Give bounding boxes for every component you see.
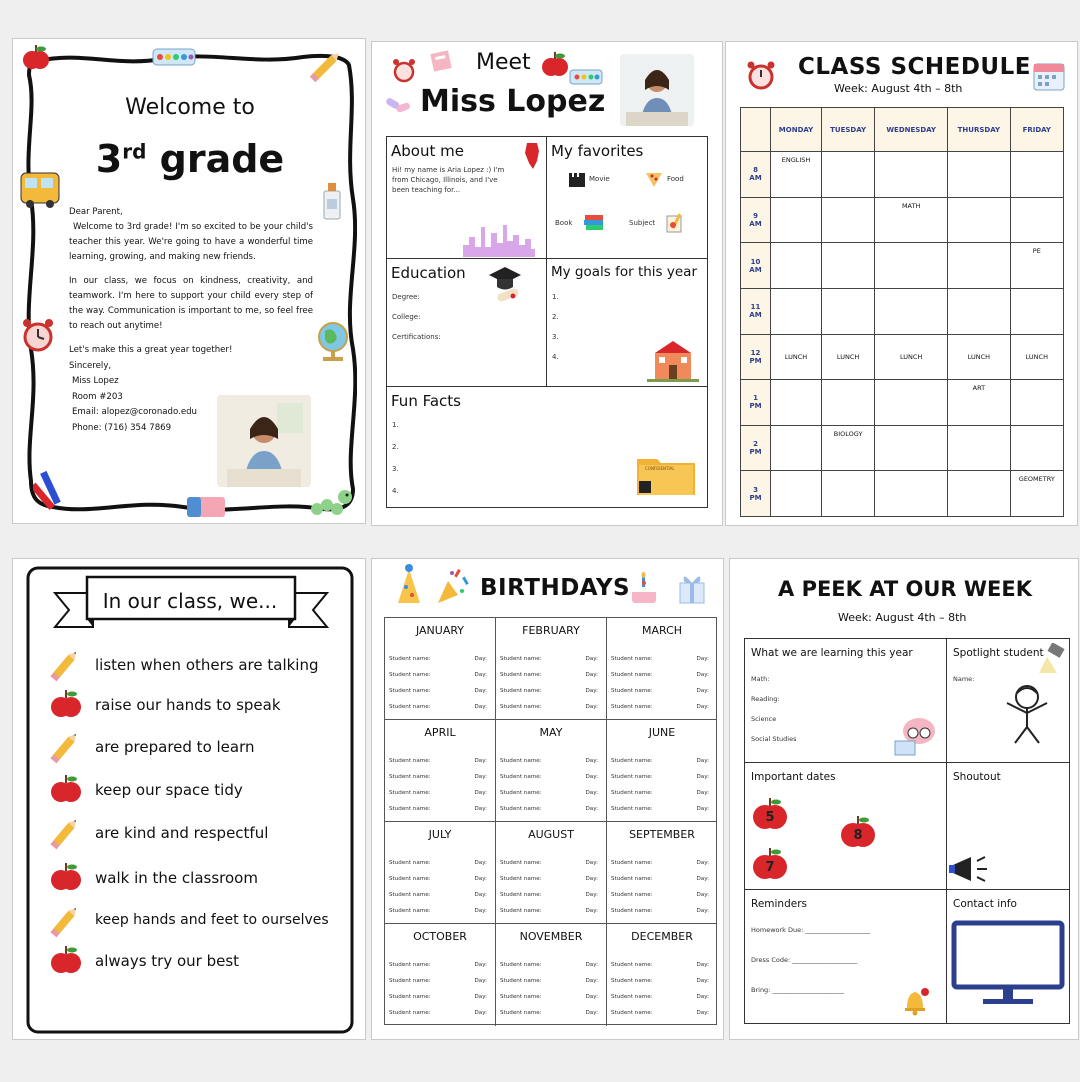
schedule-cell: ART: [948, 380, 1011, 426]
degree-label: Degree:: [392, 293, 420, 301]
rule-item: [43, 691, 353, 721]
date-number: 8: [853, 828, 863, 843]
day-header: THURSDAY: [948, 108, 1011, 152]
spotlight-title: Spotlight student: [953, 647, 1044, 659]
schedule-row: [741, 197, 1064, 243]
student-row: Student name: Day:: [500, 876, 598, 882]
student-row: Student name: Day:: [389, 790, 487, 796]
student-row: Student name: Day:: [389, 962, 487, 968]
pencil-icon: [47, 903, 83, 943]
student-row: Student name: Day:: [389, 656, 487, 662]
schedule-cell: [822, 197, 875, 243]
schedule-cell: [1010, 288, 1063, 334]
rule-item: [43, 907, 353, 937]
favorites-section: [547, 137, 708, 259]
student-row: Student name: Day:: [611, 1010, 709, 1016]
schedule-cell: [771, 471, 822, 517]
schedule-cell: [948, 425, 1011, 471]
student-row: Student name: Day:: [389, 908, 487, 914]
birthdays-page: [371, 558, 724, 1040]
calendar-icon: [1032, 60, 1066, 92]
subject-label: Social Studies: [751, 735, 797, 743]
computer-monitor-icon: [951, 920, 1065, 1010]
shoutout-section: [947, 763, 1070, 890]
student-row: Student name: Day:: [611, 978, 709, 984]
crayons-icon: [33, 467, 73, 511]
student-row: Student name: Day:: [500, 790, 598, 796]
learning-title: What we are learning this year: [751, 647, 913, 659]
meet-teacher-page: [371, 41, 723, 526]
confetti-popper-icon: [434, 565, 474, 607]
schedule-cell: [875, 243, 948, 289]
student-row: Student name: Day:: [500, 1010, 598, 1016]
day-header: WEDNESDAY: [875, 108, 948, 152]
letter-greeting: Dear Parent,: [69, 207, 123, 217]
schedule-cell: [948, 471, 1011, 517]
student-row: Student name: Day:: [389, 806, 487, 812]
student-row: Student name: Day:: [389, 994, 487, 1000]
fun-facts-section: [387, 387, 708, 508]
schedule-cell: [875, 152, 948, 198]
student-row: Student name: Day:: [389, 860, 487, 866]
rules-title: In our class, we...: [102, 589, 278, 613]
illinois-map-icon: [523, 141, 541, 171]
schedule-cell: [1010, 152, 1063, 198]
kid-drawing-icon: [999, 681, 1055, 747]
folder-label: CONFIDENTIAL: [645, 466, 675, 471]
learning-section: [745, 639, 947, 763]
rule-text: are kind and respectful: [95, 824, 269, 842]
month-box: [607, 924, 717, 1026]
fav-book-label: Book: [555, 219, 573, 227]
rule-text: always try our best: [95, 952, 240, 970]
student-row: Student name: Day:: [611, 806, 709, 812]
month-name: MAY: [539, 726, 563, 739]
teacher-name-heading: Miss Lopez: [420, 84, 606, 119]
schedule-cell: LUNCH: [948, 334, 1011, 380]
bell-icon: [899, 986, 931, 1016]
teacher-info-grid: [386, 136, 708, 508]
graduation-cap-icon: [485, 265, 525, 303]
welcome-heading: Welcome to: [125, 95, 255, 120]
schedule-cell: [771, 288, 822, 334]
month-box: [385, 720, 496, 822]
student-row: Student name: Day:: [389, 892, 487, 898]
student-row: Student name: Day:: [500, 994, 598, 1000]
month-box: [385, 822, 496, 924]
peek-title: A PEEK AT OUR WEEK: [778, 577, 1032, 601]
meet-heading: Meet: [476, 50, 531, 75]
rule-text: keep hands and feet to ourselves: [95, 912, 329, 928]
gift-box-icon: [676, 569, 708, 605]
schedule-cell: GEOMETRY: [1010, 471, 1063, 517]
schedule-cell: LUNCH: [1010, 334, 1063, 380]
schedule-cell: [771, 197, 822, 243]
time-cell: 10 AM: [741, 243, 771, 289]
teacher-photo: [620, 54, 694, 126]
schedule-cell: [948, 197, 1011, 243]
schedule-cell: [948, 243, 1011, 289]
schedule-row: [741, 334, 1064, 380]
schedule-cell: [771, 243, 822, 289]
student-row: Student name: Day:: [611, 656, 709, 662]
school-building-icon: [647, 337, 699, 383]
spotlight-name-label: Name:: [953, 675, 975, 683]
month-box: [607, 822, 717, 924]
fav-subject-label: Subject: [629, 219, 656, 227]
teacher-photo: [217, 395, 311, 487]
fav-food-label: Food: [667, 175, 684, 183]
month-box: [496, 618, 607, 720]
school-supplies-icon: [665, 213, 687, 233]
reminder-label: Homework Due: ____________________: [751, 926, 871, 934]
reminder-label: Bring: ______________________: [751, 986, 844, 994]
grade-heading: 3rd grade: [95, 137, 285, 181]
day-header: MONDAY: [771, 108, 822, 152]
college-label: College:: [392, 313, 421, 321]
peek-week: Week: August 4th – 8th: [838, 611, 967, 624]
student-row: Student name: Day:: [611, 790, 709, 796]
day-header: TUESDAY: [822, 108, 875, 152]
fun-fact-item: 1.: [392, 421, 399, 429]
apple-icon: [51, 772, 81, 808]
student-row: Student name: Day:: [611, 774, 709, 780]
month-name: FEBRUARY: [522, 624, 580, 637]
alarm-clock-icon: [21, 317, 55, 355]
about-me-text: Hi! my name is Aria Lopez :) I'm from Chicago, Illinois, and I've been teaching for...: [392, 166, 505, 194]
time-cell: 1 PM: [741, 380, 771, 426]
party-hat-icon: [394, 563, 424, 607]
spotlight-icon: [1039, 643, 1067, 673]
student-row: Student name: Day:: [611, 704, 709, 710]
month-box: [496, 924, 607, 1026]
schedule-cell: [822, 380, 875, 426]
time-cell: 9 AM: [741, 197, 771, 243]
pizza-icon: [645, 171, 663, 187]
schedule-cell: [1010, 197, 1063, 243]
month-name: SEPTEMBER: [629, 828, 695, 841]
fav-movie-label: Movie: [589, 175, 610, 183]
rule-item: [43, 947, 353, 977]
letter-sincerely: Sincerely,: [69, 360, 112, 371]
month-name: APRIL: [424, 726, 456, 739]
student-row: Student name: Day:: [389, 1010, 487, 1016]
student-row: Student name: Day:: [500, 704, 598, 710]
schedule-week: Week: August 4th – 8th: [834, 82, 963, 95]
corner-cell: [741, 108, 771, 152]
date-number: 7: [765, 860, 775, 875]
goal-item: 2.: [552, 313, 559, 321]
goal-item: 3.: [552, 333, 559, 341]
schedule-cell: MATH: [875, 197, 948, 243]
goal-item: 1.: [552, 293, 559, 301]
about-me-title: About me: [391, 142, 464, 160]
schedule-cell: [875, 380, 948, 426]
schedule-header-row: [741, 108, 1064, 152]
student-row: Student name: Day:: [500, 892, 598, 898]
schedule-cell: ENGLISH: [771, 152, 822, 198]
megaphone-icon: [949, 853, 989, 885]
schedule-cell: [822, 471, 875, 517]
student-row: Student name: Day:: [500, 656, 598, 662]
time-cell: 2 PM: [741, 425, 771, 471]
about-me-section: [387, 137, 547, 259]
month-name: JANUARY: [415, 624, 465, 637]
pencil-icon: [307, 47, 345, 85]
student-row: Student name: Day:: [500, 688, 598, 694]
schedule-cell: [875, 288, 948, 334]
rule-item: [43, 864, 353, 894]
schedule-cell: [875, 471, 948, 517]
student-row: Student name: Day:: [389, 758, 487, 764]
student-row: Student name: Day:: [611, 860, 709, 866]
student-row: Student name: Day:: [611, 908, 709, 914]
teacher-email: Email: alopez@coronado.edu: [72, 407, 198, 417]
student-row: Student name: Day:: [500, 758, 598, 764]
student-row: Student name: Day:: [611, 892, 709, 898]
apple-icon: [542, 50, 568, 78]
student-row: Student name: Day:: [611, 876, 709, 882]
clapperboard-icon: [569, 173, 585, 187]
student-row: Student name: Day:: [389, 688, 487, 694]
schedule-cell: BIOLOGY: [822, 425, 875, 471]
education-title: Education: [391, 264, 466, 282]
important-dates-section: [745, 763, 947, 890]
schedule-cell: [822, 288, 875, 334]
schedule-row: [741, 471, 1064, 517]
month-name: NOVEMBER: [519, 930, 583, 943]
month-box: [496, 720, 607, 822]
time-cell: 3 PM: [741, 471, 771, 517]
day-header: FRIDAY: [1010, 108, 1063, 152]
pencil-icon: [47, 729, 83, 769]
rule-text: keep our space tidy: [95, 781, 243, 799]
month-box: [385, 618, 496, 720]
folder-icon: [635, 451, 697, 497]
apple-icon: [23, 43, 49, 71]
peek-at-week-page: [729, 558, 1079, 1040]
time-cell: 8 AM: [741, 152, 771, 198]
reminder-label: Dress Code: ____________________: [751, 956, 858, 964]
month-name: MARCH: [641, 624, 683, 637]
goals-section: [547, 259, 708, 387]
schedule-cell: [875, 425, 948, 471]
class-schedule-page: [725, 41, 1078, 526]
city-skyline-icon: [463, 221, 543, 257]
student-row: Student name: Day:: [611, 962, 709, 968]
schedule-row: [741, 152, 1064, 198]
welcome-letter-page: [12, 38, 366, 524]
rule-item: [43, 776, 353, 806]
student-row: Student name: Day:: [500, 774, 598, 780]
glue-bottle-icon: [319, 179, 345, 221]
month-name: OCTOBER: [413, 930, 467, 943]
teacher-phone: Phone: (716) 354 7869: [72, 422, 172, 433]
birthday-months-grid: [384, 617, 717, 1025]
reminders-title: Reminders: [751, 898, 807, 910]
certifications-label: Certifications:: [392, 333, 441, 341]
birthdays-title: BIRTHDAYS: [480, 575, 631, 601]
schedule-cell: PE: [1010, 243, 1063, 289]
schedule-cell: [948, 152, 1011, 198]
pencil-icon: [47, 647, 83, 687]
subject-label: Science: [751, 715, 777, 723]
shoutout-title: Shoutout: [953, 771, 1001, 783]
fun-fact-item: 4.: [392, 487, 399, 495]
schedule-cell: [822, 152, 875, 198]
teacher-name: Miss Lopez: [72, 376, 119, 386]
peek-grid: [744, 638, 1070, 1024]
rule-text: raise our hands to speak: [95, 696, 281, 714]
schedule-cell: [822, 243, 875, 289]
pencil-icon: [47, 815, 83, 855]
subject-label: Reading:: [751, 695, 780, 703]
month-name: JUNE: [648, 726, 676, 739]
rule-item: [43, 651, 353, 681]
spotlight-section: [947, 639, 1070, 763]
notebook-icon: [428, 48, 456, 74]
time-cell: 11 AM: [741, 288, 771, 334]
schedule-cell: LUNCH: [771, 334, 822, 380]
paint-palette-icon: [151, 43, 197, 71]
student-row: Student name: Day:: [500, 978, 598, 984]
date-number: 5: [765, 810, 775, 825]
schedule-row: [741, 380, 1064, 426]
student-row: Student name: Day:: [611, 688, 709, 694]
student-row: Student name: Day:: [389, 704, 487, 710]
month-box: [607, 720, 717, 822]
dates-title: Important dates: [751, 771, 836, 783]
schedule-row: [741, 288, 1064, 334]
month-name: JULY: [428, 828, 452, 841]
schedule-cell: LUNCH: [875, 334, 948, 380]
schedule-cell: [1010, 425, 1063, 471]
month-box: [607, 618, 717, 720]
eraser-icon: [183, 493, 229, 521]
student-row: Student name: Day:: [389, 672, 487, 678]
goals-title: My goals for this year: [551, 264, 698, 280]
schedule-row: [741, 243, 1064, 289]
student-row: Student name: Day:: [389, 876, 487, 882]
fun-facts-title: Fun Facts: [391, 392, 461, 410]
books-icon: [583, 213, 605, 233]
schedule-cell: [948, 288, 1011, 334]
letter-paragraph-2: In our class, we focus on kindness, creativity, and teamwork. I'm here to support your child every step of the way. Communication is important to me, so feel free to reach out anytime!: [69, 276, 313, 331]
date-apple: [753, 795, 787, 831]
month-name: DECEMBER: [631, 930, 693, 943]
rule-text: are prepared to learn: [95, 738, 255, 756]
globe-icon: [315, 319, 351, 363]
schedule-table: [740, 107, 1064, 517]
goal-item: 4.: [552, 353, 559, 361]
schedule-cell: LUNCH: [822, 334, 875, 380]
student-row: Student name: Day:: [611, 672, 709, 678]
student-row: Student name: Day:: [500, 672, 598, 678]
rule-item: [43, 819, 353, 849]
alarm-clock-icon: [746, 60, 776, 92]
date-apple: [753, 845, 787, 881]
birthday-cake-icon: [628, 567, 660, 607]
contact-title: Contact info: [953, 898, 1017, 910]
education-section: [387, 259, 547, 387]
fun-fact-item: 2.: [392, 443, 399, 451]
schedule-cell: [771, 425, 822, 471]
schedule-cell: [771, 380, 822, 426]
brain-reading-icon: [891, 713, 941, 757]
subject-label: Math:: [751, 675, 770, 683]
apple-icon: [51, 943, 81, 979]
student-row: Student name: Day:: [500, 860, 598, 866]
month-name: AUGUST: [528, 828, 574, 841]
contact-section: [947, 890, 1070, 1024]
letter-paragraph-1: Welcome to 3rd grade! I'm so excited to be your child's teacher this year. We're going to have a wonderful time learning, growing, and making new friends.: [69, 222, 313, 262]
bookworm-icon: [309, 483, 353, 519]
student-row: Student name: Day:: [500, 806, 598, 812]
schedule-row: [741, 425, 1064, 471]
rule-item: [43, 733, 353, 763]
apple-icon: [51, 860, 81, 896]
reminders-section: [745, 890, 947, 1024]
pills-icon: [384, 94, 412, 116]
student-row: Student name: Day:: [389, 774, 487, 780]
rule-text: listen when others are talking: [95, 656, 319, 674]
student-row: Student name: Day:: [611, 994, 709, 1000]
month-box: [385, 924, 496, 1026]
month-box: [496, 822, 607, 924]
rule-text: walk in the classroom: [95, 869, 258, 887]
student-row: Student name: Day:: [500, 962, 598, 968]
schedule-cell: [1010, 380, 1063, 426]
student-row: Student name: Day:: [611, 758, 709, 764]
schedule-title: CLASS SCHEDULE: [798, 54, 1031, 80]
letter-closing: Let's make this a great year together!: [69, 345, 233, 355]
alarm-clock-icon: [392, 58, 416, 84]
date-apple: [841, 813, 875, 849]
room-number: Room #203: [72, 391, 123, 402]
student-row: Student name: Day:: [389, 978, 487, 984]
time-cell: 12 PM: [741, 334, 771, 380]
student-row: Student name: Day:: [500, 908, 598, 914]
apple-icon: [51, 687, 81, 723]
fun-fact-item: 3.: [392, 465, 399, 473]
favorites-title: My favorites: [551, 142, 644, 160]
class-rules-page: [12, 558, 366, 1040]
